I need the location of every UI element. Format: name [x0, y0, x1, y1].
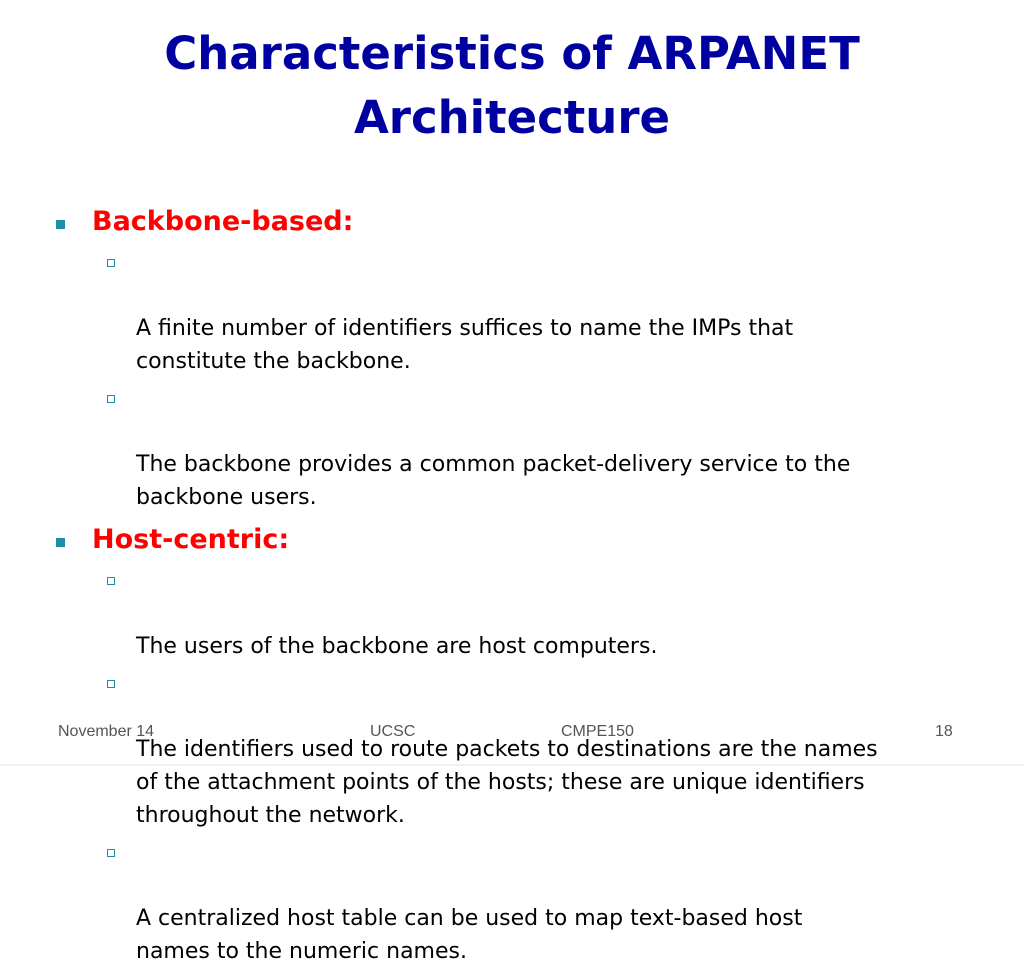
hollow-square-bullet-icon	[107, 395, 115, 403]
list-item	[50, 564, 990, 663]
sublist-host-centric	[50, 564, 990, 968]
section-heading-host-centric	[50, 518, 990, 562]
footer-org: UCSC	[370, 723, 416, 740]
footer-page-number: 18	[935, 723, 953, 740]
section-heading-text: Backbone-based:	[92, 206, 354, 237]
list-item	[50, 382, 990, 514]
hollow-square-bullet-icon	[107, 849, 115, 857]
list-item	[50, 836, 990, 968]
hollow-square-bullet-icon	[107, 680, 115, 688]
list-item-text: A finite number of identifiers suffices to name the IMPs that constitute the backbone.	[136, 316, 794, 374]
list-item-text: The users of the backbone are host computers.	[136, 634, 658, 659]
square-bullet-icon	[56, 538, 65, 547]
slide-title: Characteristics of ARPANET Architecture	[164, 27, 860, 144]
list-item-text: The backbone provides a common packet-delivery service to the backbone users.	[136, 452, 851, 510]
list-item-text: The identifiers used to route packets to destinations are the names of the attachment points of the hosts; these are unique identifiers throughout the network.	[136, 737, 878, 828]
list-item-text: A centralized host table can be used to map text-based host names to the numeric names.	[136, 906, 803, 964]
bottom-divider	[0, 764, 1024, 766]
footer-date: November 14	[58, 723, 155, 740]
square-bullet-icon	[56, 220, 65, 229]
hollow-square-bullet-icon	[107, 577, 115, 585]
slide-content	[50, 200, 990, 972]
section-heading-text: Host-centric:	[92, 524, 290, 555]
footer-course: CMPE150	[561, 723, 634, 740]
section-heading-backbone	[50, 200, 990, 244]
list-item	[50, 667, 990, 832]
sublist-backbone	[50, 246, 990, 514]
hollow-square-bullet-icon	[107, 259, 115, 267]
list-item	[50, 246, 990, 378]
